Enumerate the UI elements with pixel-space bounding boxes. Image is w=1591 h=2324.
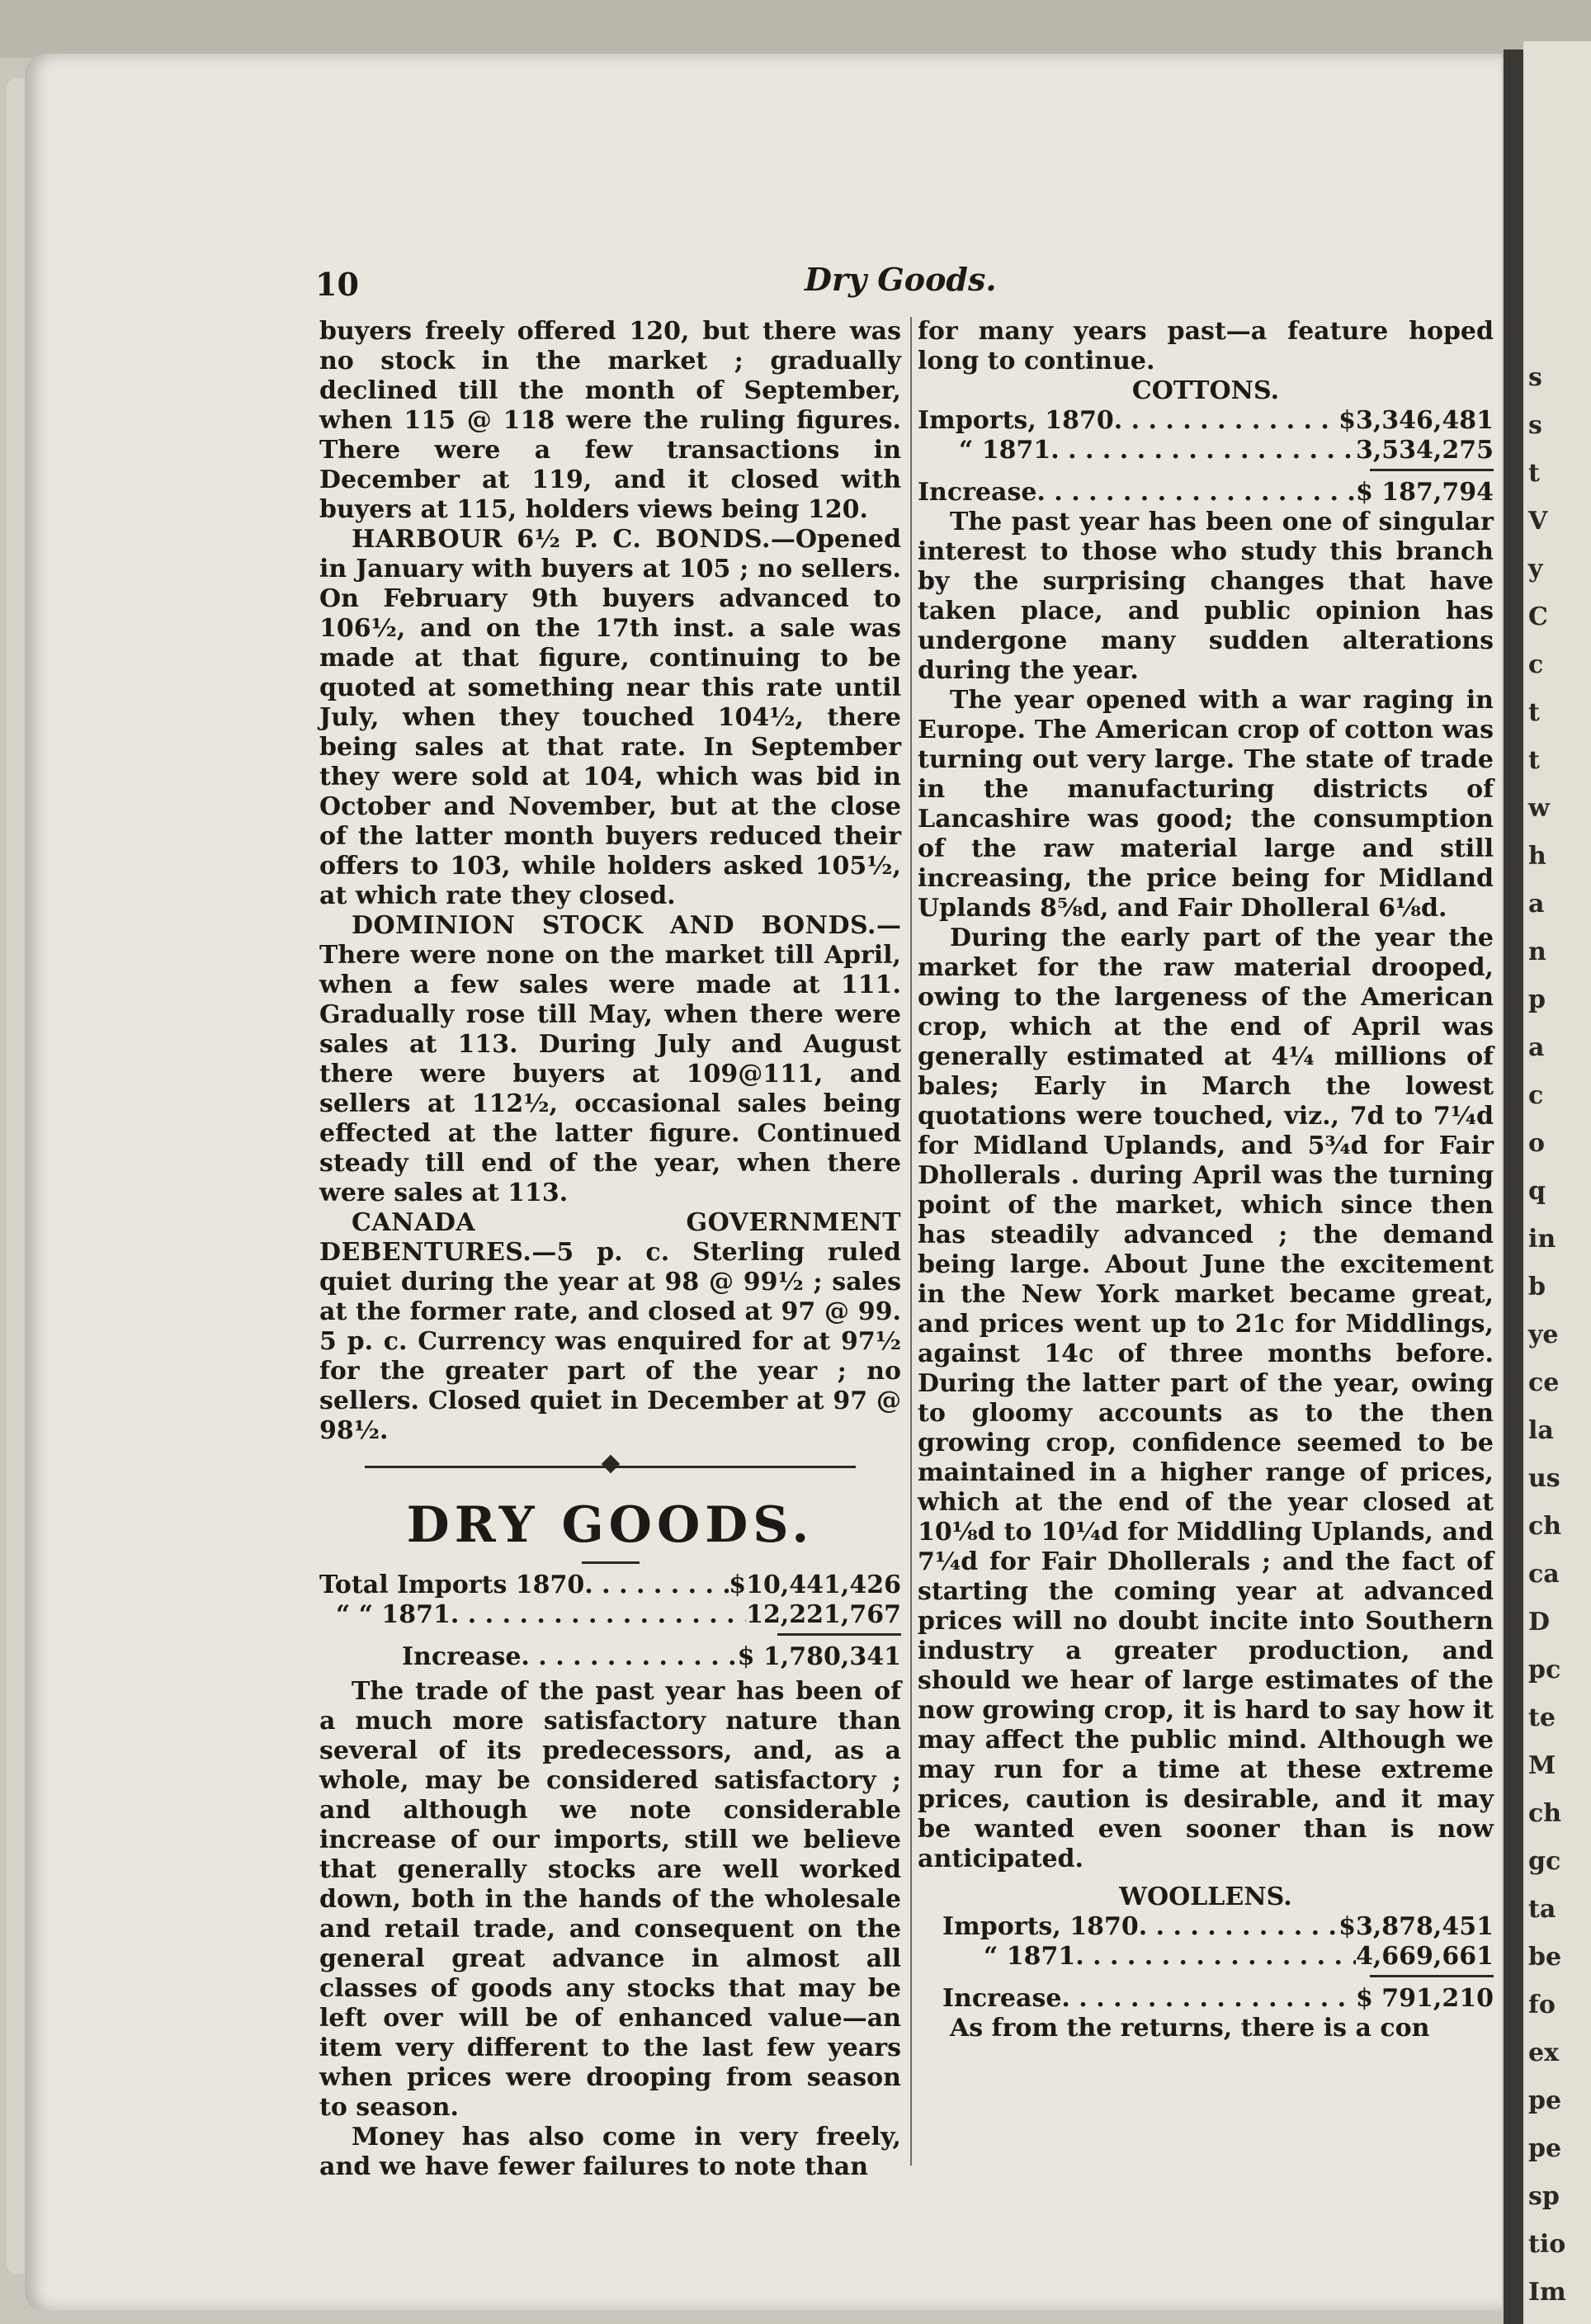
paragraph-dominion-stock (319, 911, 901, 1208)
next-page-fragment: q (1528, 1177, 1546, 1206)
leader-dots (1075, 1942, 1356, 1972)
stat-row-cottons-increase (918, 478, 1494, 508)
paragraph-money: Money has also come in very freely, and we have fewer failures to note than (319, 2123, 901, 2181)
next-page-fragment: gc (1528, 1847, 1561, 1876)
next-page-fragment: V (1528, 507, 1548, 536)
next-page-fragment: fo (1528, 1991, 1556, 2019)
section-heading-canada: CANADA GOVERNMENT DEBENTURES. (319, 1208, 901, 1267)
stat-row-increase (319, 1642, 901, 1672)
next-page-fragment: h (1528, 842, 1546, 871)
next-page-fragment: Im (1528, 2278, 1566, 2307)
next-page-fragment: ch (1528, 1512, 1562, 1541)
next-page-fragment: M (1528, 1751, 1556, 1780)
stat-amount: $ 791,210 (1355, 1984, 1494, 2013)
book-gutter (1504, 50, 1523, 2324)
section-heading-harbour: HARBOUR 6½ P. C. BONDS. (352, 525, 771, 554)
sum-rule (777, 1633, 901, 1636)
leader-dots (1050, 436, 1356, 465)
stat-label: “ 1871 (959, 436, 1051, 465)
next-page-fragment: ye (1528, 1320, 1559, 1349)
harbour-text: —Opened in January with buyers at 105 ; no sellers. On February 9th buyers advanced to 106½, and on the 17th inst. a sale was made at that figure, continuing to be quoted at something near this rate until July, when they touched 104½, there being sales at that rate. In September they were sold at 104, which was bid in October and November, but at the close of the latter month buyers reduced their offers to 103, while holders asked 105½, at which rate they closed. (319, 525, 901, 910)
stat-row-woollens-1871 (918, 1942, 1494, 1972)
next-page-fragment: c (1528, 650, 1544, 679)
stat-row-woollens-1870 (918, 1912, 1494, 1942)
next-page-fragment: in (1528, 1225, 1556, 1254)
next-page-edge (1523, 41, 1591, 2324)
stat-amount: 4,669,661 (1355, 1942, 1494, 1971)
section-title-cottons: COTTONS. (1131, 376, 1280, 405)
section-title-woollens: WOOLLENS. (1119, 1882, 1292, 1911)
page-number: 10 (315, 266, 359, 303)
stat-row-total-1870 (319, 1571, 901, 1600)
stat-row-cottons-1870 (918, 406, 1494, 436)
right-column (906, 317, 1494, 2043)
stat-label: “ “ 1871 (336, 1600, 451, 1629)
stat-amount: $ 1,780,341 (737, 1642, 901, 1671)
next-page-fragment: pe (1528, 2086, 1562, 2115)
title-underline (582, 1561, 640, 1564)
stat-row-total-1871 (319, 1600, 901, 1630)
next-page-fragment: be (1528, 1943, 1562, 1972)
paragraph-continued: for many years past—a feature hoped long to continue. (918, 317, 1494, 376)
leader-dots (1139, 1912, 1338, 1942)
next-page-fragment: ex (1528, 2038, 1559, 2067)
next-page-fragment: y (1528, 555, 1543, 583)
leader-dots (584, 1571, 729, 1600)
next-page-fragment: w (1528, 794, 1550, 823)
paragraph-cotton-opening: The year opened with a war raging in Europe. The American crop of cotton was turning out very large. The state of trade in the manufacturing districts of Lancashire was good; the consumption of the raw material large and still increasing, the price being for Midland Uplands 8⅝d, and Fair Dholleral 6⅛d. (918, 686, 1494, 923)
next-page-fragment: ta (1528, 1895, 1556, 1924)
stat-amount: $3,878,451 (1338, 1912, 1494, 1941)
next-page-fragment: us (1528, 1464, 1560, 1493)
leader-dots (521, 1642, 737, 1672)
paragraph-canada-debentures (319, 1208, 901, 1446)
next-page-fragment: s (1528, 363, 1542, 392)
stat-label: Increase (918, 478, 1037, 507)
leader-dots (451, 1600, 746, 1630)
next-page-fragment: pc (1528, 1656, 1561, 1684)
paragraph-cotton-market: During the early part of the year the market for the raw material drooped, owing to the largeness of the American crop, which at the end of April was generally estimated at 4¼ millions of bales; Early in March the lowest quotations were touched, viz., 7d to 7¼d for Midland Uplands, and 5¾d for Fair Dhollerals . during April was the turning point of the market, which since then has steadily advanced ; the demand being large. About June the excitement in the New York market became great, and prices went up to 21c for Middlings, against 14c of three months before. During the latter part of the year, owing to gloomy accounts as to the then growing crop, confidence seemed to be maintained in a higher range of prices, which at the end of the year closed at 10⅛d to 10¼d for Middling Uplands, and 7¼d for Fair Dhollerals ; and the fact of starting the coming year at advanced prices will no doubt incite into Southern industry a greater production, and should we hear of large estimates of the now growing crop, it is hard to say how it may affect the public mind. Although we may run for a time at these extreme prices, caution is desirable, and it may be wanted even sooner than is now anticipated. (918, 923, 1494, 1873)
next-page-fragment: sp (1528, 2182, 1560, 2211)
next-page-fragment: c (1528, 1081, 1544, 1110)
stat-amount: $ 187,794 (1355, 478, 1494, 507)
stat-label: Total Imports 1870 (319, 1571, 585, 1599)
paragraph-harbour-bonds (319, 525, 901, 911)
stat-label: Imports, 1870 (942, 1912, 1139, 1941)
paragraph-stocks-continued: buyers freely offered 120, but there was no stock in the market ; gradually declined till the month of September, when 115 @ 118 were the ruling figures. There were a few transactions in December at 119, and it closed with buyers at 115, holders views being 120. (319, 317, 901, 524)
leader-dots (1061, 1984, 1356, 2014)
section-heading-dominion: DOMINION STOCK AND BONDS. (352, 911, 876, 940)
stat-amount: 3,534,275 (1355, 436, 1494, 465)
next-page-fragment: tio (1528, 2230, 1566, 2259)
next-page-fragment: t (1528, 746, 1540, 775)
stat-amount: $3,346,481 (1338, 406, 1494, 435)
scan-background (0, 0, 1591, 58)
next-page-fragment: a (1528, 890, 1545, 919)
next-page-fragment: a (1528, 1033, 1545, 1062)
sum-rule (1370, 469, 1494, 471)
next-page-fragment: D (1528, 1608, 1551, 1637)
stat-row-woollens-increase (918, 1984, 1494, 2014)
next-page-fragment: ca (1528, 1560, 1560, 1589)
next-page-fragment: t (1528, 698, 1540, 727)
running-head: Dry Goods. (805, 261, 997, 298)
next-page-fragment: n (1528, 938, 1546, 966)
ornamental-divider (319, 1454, 901, 1479)
stat-amount: 12,221,767 (746, 1600, 901, 1629)
next-page-fragment: t (1528, 459, 1540, 488)
stat-label: Increase (942, 1984, 1062, 2013)
section-title-dry-goods: DRY GOODS. (406, 1496, 814, 1554)
sum-rule (1370, 1975, 1494, 1977)
next-page-fragment: o (1528, 1129, 1546, 1158)
left-column (319, 317, 901, 2182)
stat-label: “ 1871 (984, 1942, 1076, 1971)
next-page-fragment: C (1528, 602, 1548, 631)
next-page-fragment: s (1528, 411, 1542, 440)
next-page-fragment: ce (1528, 1368, 1560, 1397)
next-page-fragment: la (1528, 1416, 1554, 1445)
stat-label: Increase (402, 1642, 522, 1671)
stat-label: Imports, 1870 (918, 406, 1114, 435)
paragraph-cotton-interest: The past year has been one of singular interest to those who study this branch by the surprising changes that have taken place, and public opinion has undergone many sudden alterations during the year. (918, 508, 1494, 685)
leader-dots (1114, 406, 1338, 436)
next-page-fragment: p (1528, 985, 1546, 1014)
dominion-text: — There were none on the market till April, when a few sales were made at 111. Gradually rose till May, when there were sales at 113. During July and August there were buyers at 109@111, and sellers at 112½, occasional sales being effected at the latter figure. Continued steady till end of the year, when there were sales at 113. (319, 911, 901, 1207)
paragraph-woollens: As from the returns, there is a con (950, 2014, 1430, 2043)
paragraph-trade: The trade of the past year has been of a much more satisfactory nature than several of its predecessors, and, as a whole, may be considered satisfactory ; and although we note considerable increase of our imports, still we believe that generally stocks are well worked down, both in the hands of the wholesale and retail trade, and consequent on the general great advance in almost all classes of goods any stocks that may be left over will be of enhanced value—an item very different to the last few years when prices were drooping from season to season. (319, 1677, 901, 2122)
book-edge (7, 78, 26, 2274)
leader-dots (1036, 478, 1356, 508)
next-page-fragment: te (1528, 1703, 1556, 1732)
canada-text: —5 p. c. Sterling ruled quiet during the year at 98 @ 99½ ; sales at the former rate, and closed at 97 @ 99. 5 p. c. Currency was enquired for at 97½ for the greater part of the year ; no sellers. Closed quiet in December at 97 @ 98½. (319, 1238, 901, 1445)
next-page-fragment: ch (1528, 1799, 1562, 1828)
next-page-fragment: pe (1528, 2134, 1562, 2163)
next-page-fragment: b (1528, 1273, 1546, 1301)
stat-amount: $10,441,426 (729, 1571, 901, 1599)
stat-row-cottons-1871 (918, 436, 1494, 465)
